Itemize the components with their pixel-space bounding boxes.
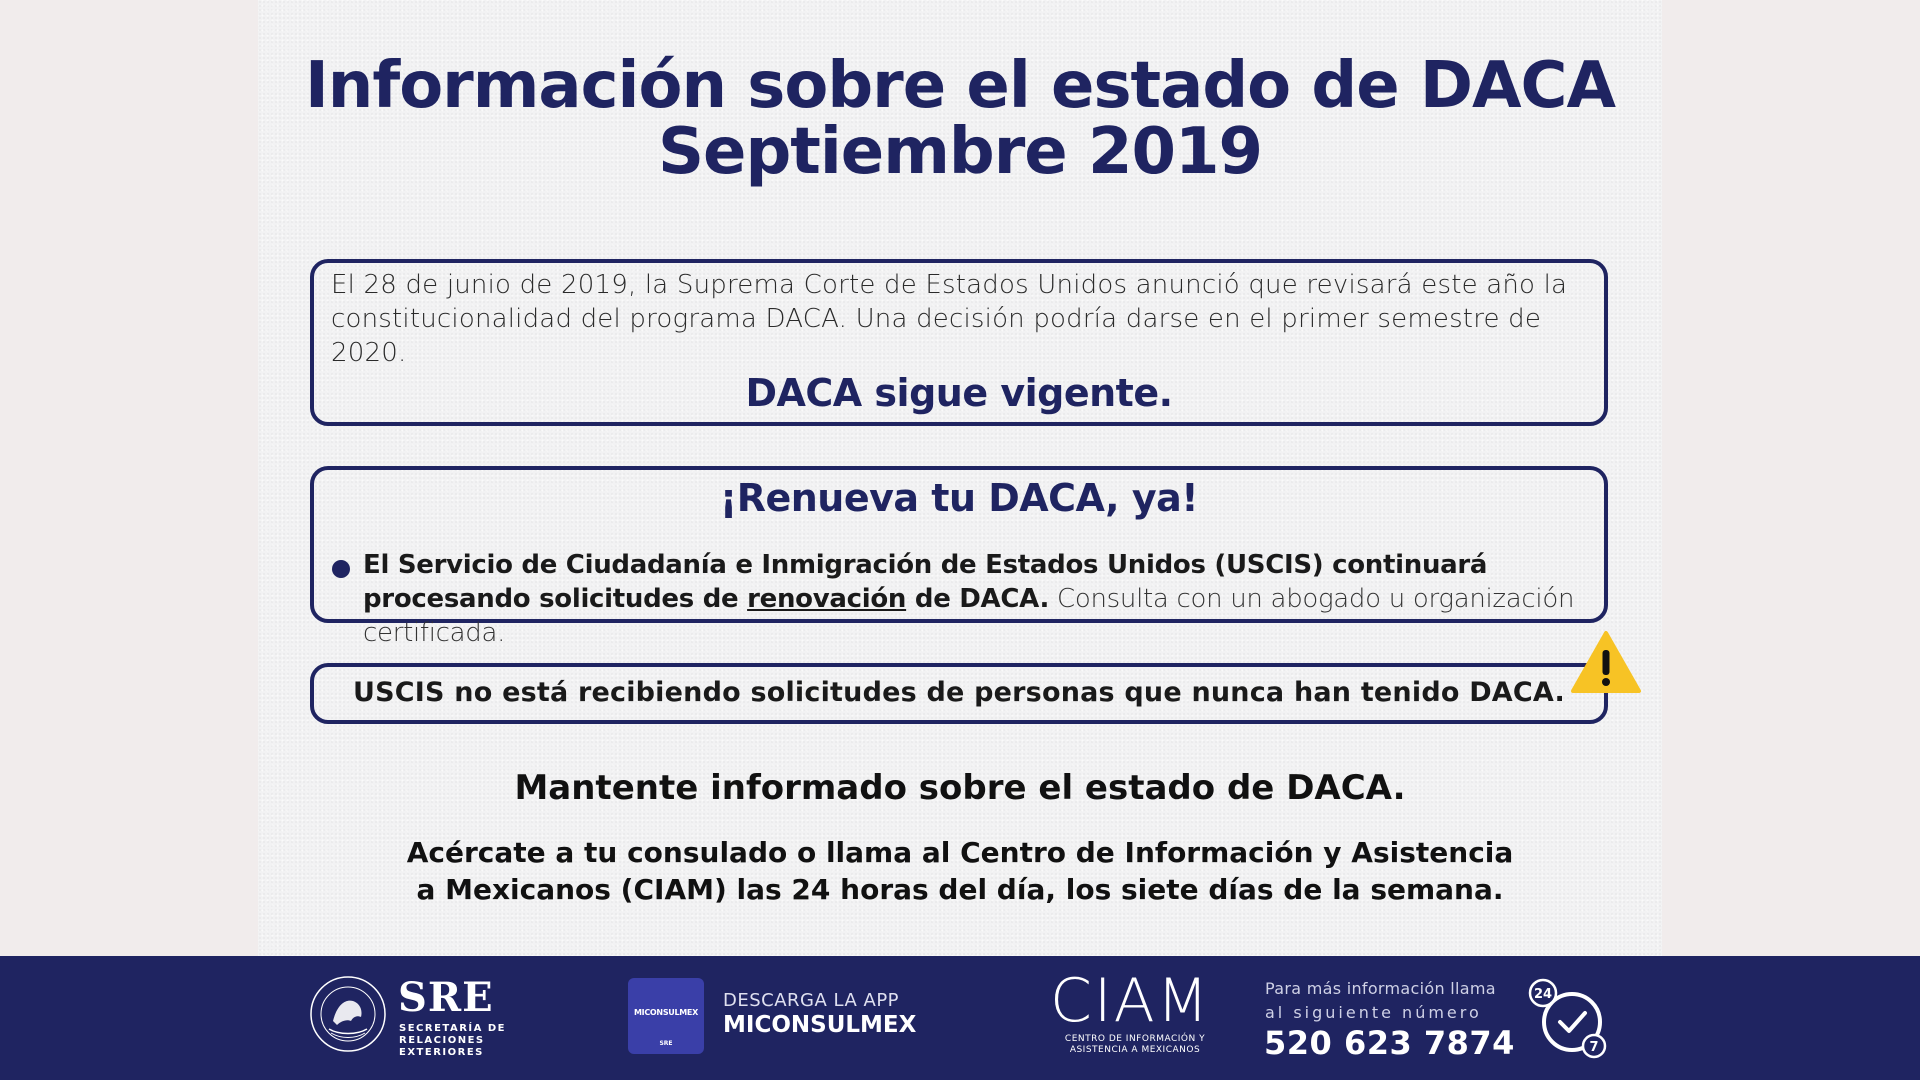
supreme-court-box xyxy=(310,259,1608,426)
phone-intro-line-1: Para más información llama xyxy=(1265,979,1496,998)
app-name: MICONSULMEX xyxy=(723,1012,917,1038)
renew-box xyxy=(310,466,1608,648)
title-line-1: Información sobre el estado de DACA xyxy=(304,49,1616,123)
stay-informed-heading: Mantente informado sobre el estado de DACA. xyxy=(514,768,1406,808)
renew-bullet-text xyxy=(363,548,1603,650)
sre-logo-text: SRE xyxy=(398,974,494,1021)
contact-line-1: Acércate a tu consulado o llama al Centro de Información y Asistencia xyxy=(406,836,1514,869)
bullet-icon xyxy=(332,560,350,578)
mexican-seal-icon xyxy=(309,975,387,1053)
ciam-subtitle-line-1: CENTRO DE INFORMACIÓN Y xyxy=(1064,1034,1206,1044)
sre-subtitle-line-2: RELACIONES xyxy=(399,1035,485,1046)
phone-intro-line-2: al siguiente número xyxy=(1265,1003,1482,1022)
contact-line-2: a Mexicanos (CIAM) las 24 horas del día, los siete días de la semana. xyxy=(416,873,1504,906)
ciam-subtitle xyxy=(1045,1034,1225,1056)
uscis-notice-text: USCIS no está recibiendo solicitudes de personas que nunca han tenido DACA. xyxy=(353,677,1565,708)
ciam-logo-text: CIAM xyxy=(1050,966,1211,1036)
app-icon[interactable] xyxy=(628,978,704,1054)
bullet-text-advice: Consulta con un abogado u organización certificada. xyxy=(363,584,1575,648)
sre-subtitle-line-3: EXTERIORES xyxy=(399,1047,484,1058)
uscis-notice-box xyxy=(310,663,1608,724)
app-icon-sub: SRE xyxy=(659,1040,673,1047)
renew-heading: ¡Renueva tu DACA, ya! xyxy=(719,476,1199,520)
warning-icon xyxy=(1571,630,1641,694)
supreme-court-paragraph: El 28 de junio de 2019, la Suprema Corte de Estados Unidos anunció que revisará este año la constitucionalidad del programa DACA. Una decisión podría darse en el primer semestre de 2020. xyxy=(331,270,1568,368)
clock-7-label: 7 xyxy=(1589,1040,1599,1055)
bullet-text-part1: El Servicio de Ciudadanía e Inmigración de Estados Unidos (USCIS) continuará procesando solicitudes de xyxy=(363,550,1488,614)
contact-instructions xyxy=(258,834,1662,908)
daca-valid-statement: DACA sigue vigente. xyxy=(745,371,1173,415)
phone-number[interactable]: 520 623 7874 xyxy=(1264,1024,1515,1062)
clock-24-label: 24 xyxy=(1533,987,1553,1002)
ciam-subtitle-line-2: ASISTENCIA A MEXICANOS xyxy=(1069,1045,1201,1055)
sre-subtitle-line-1: SECRETARÍA DE xyxy=(399,1023,506,1034)
poster xyxy=(258,0,1662,956)
sre-subtitle xyxy=(399,1023,519,1059)
bullet-text-part2: de DACA. xyxy=(906,584,1050,614)
app-icon-label: MICONSULMEX xyxy=(634,1008,698,1017)
clock-24-7-icon xyxy=(1528,978,1612,1062)
footer-bar xyxy=(0,956,1920,1080)
download-app-label: DESCARGA LA APP xyxy=(723,990,900,1011)
renovacion-link[interactable]: renovación xyxy=(747,584,907,614)
title-line-2: Septiembre 2019 xyxy=(657,115,1263,189)
